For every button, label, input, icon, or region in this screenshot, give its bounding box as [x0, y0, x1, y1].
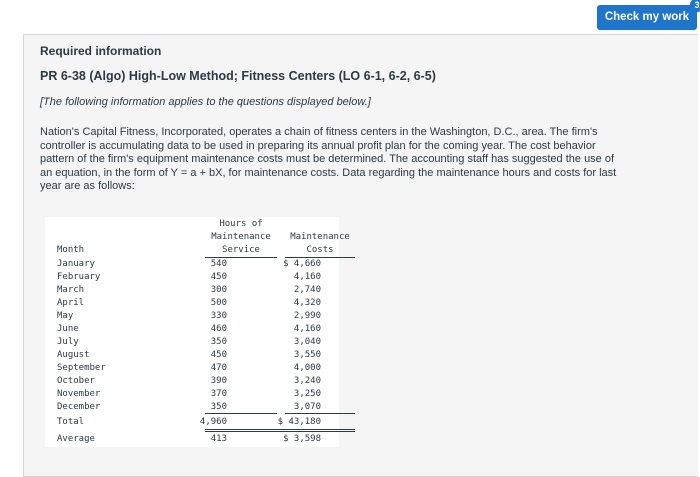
month-cell: November: [57, 389, 101, 399]
cost-cell: 4,160: [293, 272, 321, 282]
month-cell: July: [57, 337, 79, 347]
header-month: Month: [57, 245, 85, 255]
cost-cell: 3,240: [293, 376, 321, 386]
cost-cell: 3,070: [293, 402, 321, 412]
month-cell: September: [57, 363, 106, 373]
cost-cell: 3,250: [293, 389, 321, 399]
cost-cell: 4,160: [293, 324, 321, 334]
cost-cell: 4,320: [293, 298, 321, 308]
instruction-note: [The following information applies to the questions displayed below.]: [40, 96, 371, 108]
header-hours-line-3: Service: [222, 245, 260, 255]
month-cell: August: [57, 350, 90, 360]
cost-cell: 2,740: [293, 285, 321, 295]
month-cell: February: [57, 272, 101, 282]
cost-cell: 4,000: [293, 363, 321, 373]
problem-paragraph: Nation's Capital Fitness, Incorporated, operates a chain of fitness centers in the Washington, D.C., area. The firm's controller is accumulating data to be used in preparing its annual profit plan for the coming year. The cost behavior pattern of the firm's equipment maintenance costs must be determined. The accounting staff has suggested the use of an equation, in the form of Y = a + bX, for maintenance costs. Data regarding the maintenance hours and costs for last year are as follows:: [40, 126, 617, 192]
total-cost: $ 43,180: [277, 417, 321, 427]
required-information-heading: Required information: [40, 44, 162, 58]
hours-cell: 370: [210, 389, 227, 399]
hours-cell: 450: [210, 350, 227, 360]
cost-header-rule: [285, 257, 355, 258]
header-cost-line-1: Maintenance: [290, 232, 350, 242]
check-my-work-button[interactable]: Check my work: [597, 5, 697, 30]
total-label: Total: [57, 417, 85, 427]
problem-title: PR 6-38 (Algo) High-Low Method; Fitness Centers (LO 6-1, 6-2, 6-5): [40, 69, 436, 83]
hours-cell: 350: [210, 402, 227, 412]
maintenance-data-table: [45, 217, 350, 447]
average-hours: 413: [210, 434, 227, 444]
hours-total-rule: [205, 413, 277, 414]
attempts-badge: 3: [690, 0, 700, 12]
month-cell: January: [57, 259, 95, 269]
hours-header-rule: [205, 257, 277, 258]
cost-cell: $ 4,660: [283, 259, 321, 269]
cost-cell: 3,040: [293, 337, 321, 347]
hours-cell: 350: [210, 337, 227, 347]
hours-cell: 390: [210, 376, 227, 386]
hours-cell: 470: [210, 363, 227, 373]
average-cost: $ 3,598: [283, 434, 321, 444]
month-cell: April: [57, 298, 85, 308]
top-bar: [0, 0, 700, 34]
required-information-panel: [23, 34, 698, 477]
average-label: Average: [57, 434, 95, 444]
cost-total-rule: [285, 413, 355, 414]
cost-cell: 2,990: [293, 311, 321, 321]
hours-cell: 500: [210, 298, 227, 308]
month-cell: March: [57, 285, 85, 295]
month-cell: December: [57, 402, 101, 412]
month-cell: June: [57, 324, 79, 334]
month-cell: October: [57, 376, 95, 386]
hours-cell: 330: [210, 311, 227, 321]
header-hours-line-1: Hours of: [219, 219, 263, 229]
header-hours-line-2: Maintenance: [211, 232, 271, 242]
hours-cell: 300: [210, 285, 227, 295]
hours-cell: 540: [210, 259, 227, 269]
hours-cell: 460: [210, 324, 227, 334]
cost-cell: 3,550: [293, 350, 321, 360]
hours-cell: 450: [210, 272, 227, 282]
total-hours: 4,960: [199, 417, 227, 427]
header-cost-line-2: Costs: [306, 245, 334, 255]
total-double-rule: [205, 429, 355, 432]
month-cell: May: [57, 311, 74, 321]
